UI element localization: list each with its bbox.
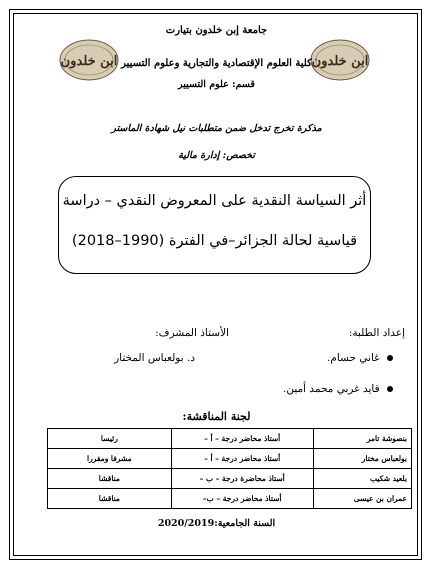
logo-left-text: ابن خلدون — [60, 54, 118, 69]
member-role: رئيسا — [48, 429, 172, 449]
member-role: مشرفا ومقررا — [48, 449, 172, 469]
member-name: عمران بن عيسى — [313, 489, 411, 509]
member-rank: أستاذ محاضر درجة – أ – — [171, 429, 313, 449]
table-row — [48, 429, 412, 449]
academic-year-value: 2020/2019 — [157, 518, 215, 529]
table-row — [48, 469, 412, 489]
student-name: قايد غربي محمد أمين. — [283, 383, 380, 395]
thesis-title-box — [58, 176, 371, 274]
table-row — [48, 489, 412, 509]
member-name: بنصوشة تامر — [313, 429, 411, 449]
university-name: جامعة إبن خلدون بتيارت — [165, 25, 268, 36]
supervisor-label: الأستاذ المشرف: — [155, 327, 229, 339]
member-role: مناقشا — [48, 489, 172, 509]
thesis-title-line-1: أثر السياسة النقدية على المعروض النقدي – دراسة — [62, 193, 367, 209]
student-entry — [283, 383, 393, 395]
student-entry — [327, 352, 393, 364]
students-label: إعداد الطلبة: — [348, 327, 405, 339]
thesis-title-line-2: قياسية لحالة الجزائر–في الفترة (1990–2018) — [71, 233, 358, 249]
table-row — [48, 449, 412, 469]
faculty-name: كلية العلوم الإقتصادية والتجارية وعلوم التسيير — [121, 58, 312, 69]
department-name: قسم: علوم التسيير — [178, 79, 255, 90]
academic-year-label: السنة الجامعية: — [214, 518, 276, 529]
specialty: تخصص: إدارة مالية — [178, 150, 255, 161]
logo-right-text: ابن خلدون — [311, 54, 369, 69]
member-rank: أستاذ محاضر درجة – أ – — [171, 449, 313, 469]
student-name: غاني حسام. — [327, 352, 380, 364]
committee-table — [47, 428, 412, 509]
member-rank: أستاذ محاضرة درجة – ب – — [171, 469, 313, 489]
supervisor-name: د. بولعباس المختار — [114, 352, 195, 364]
memo-description: مذكرة تخرج تدخل ضمن متطلبات نيل شهادة الماستر — [111, 123, 322, 134]
bullet-icon — [387, 386, 393, 392]
committee-title: لجنة المناقشة: — [182, 410, 251, 423]
bullet-icon — [387, 355, 393, 361]
member-name: بولعباس مختار — [313, 449, 411, 469]
academic-year — [0, 518, 433, 529]
member-rank: أستاذ محاضر درجة – ب– — [171, 489, 313, 509]
member-role: مناقشا — [48, 469, 172, 489]
member-name: بلعيد شكيب — [313, 469, 411, 489]
